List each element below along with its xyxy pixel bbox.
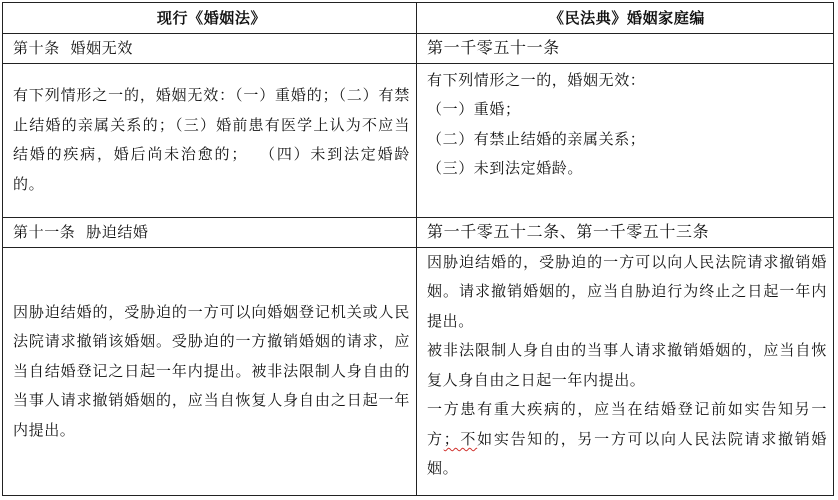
paragraph: （三）未到法定婚龄。	[427, 159, 584, 178]
article-body-row	[3, 63, 834, 217]
paragraph: （一）重婚；	[427, 100, 521, 119]
article-body-row	[3, 247, 834, 495]
article-text-right	[417, 63, 834, 217]
paragraph	[427, 395, 827, 484]
article-title-left: 第十一条 胁迫结婚	[3, 217, 417, 247]
article-title-left: 第十条 婚姻无效	[3, 34, 417, 64]
article-text-right	[417, 247, 834, 495]
spellcheck-marked-text: ；不	[443, 429, 478, 448]
paragraph: 有下列情形之一的，婚姻无效：	[427, 70, 646, 89]
header-current-law: 现行《婚姻法》	[3, 3, 417, 34]
article-title-right: 第一千零五十二条、第一千零五十三条	[417, 217, 834, 247]
article-text-left: 有下列情形之一的，婚姻无效：（一）重婚的；（二）有禁止结婚的亲属关系的；（三）婚前患有医学上认为不应当结婚的疾病，婚后尚未治愈的； （四）未到法定婚龄的。	[3, 63, 417, 217]
paragraph: 被非法限制人身自由的当事人请求撤销婚姻的，应当自恢复人身自由之日起一年内提出。	[427, 341, 827, 389]
article-text-left: 因胁迫结婚的，受胁迫的一方可以向婚姻登记机关或人民法院请求撤销该婚姻。受胁迫的一方撤销婚姻的请求，应当自结婚登记之日起一年内提出。被非法限制人身自由的当事人请求撤销婚姻的，应当自恢复人身自由之日起一年内提出。	[3, 247, 417, 495]
comparison-table	[2, 2, 834, 496]
header-row	[3, 3, 834, 34]
article-row	[3, 217, 834, 247]
article-row	[3, 34, 834, 64]
article-title-right: 第一千零五十一条	[417, 34, 834, 64]
text-run: 一方患有重大疾病的，应当在结婚登记前如实告知另一方	[427, 400, 827, 448]
text-run: 如实告知的，另一方可以向人民法院请求撤销婚姻。	[427, 429, 828, 478]
header-civil-code: 《民法典》婚姻家庭编	[417, 3, 834, 34]
paragraph: （二）有禁止结婚的亲属关系；	[427, 129, 646, 148]
paragraph: 因胁迫结婚的，受胁迫的一方可以向人民法院请求撤销婚姻。请求撤销婚姻的，应当自胁迫行为终止之日起一年内提出。	[427, 252, 827, 330]
